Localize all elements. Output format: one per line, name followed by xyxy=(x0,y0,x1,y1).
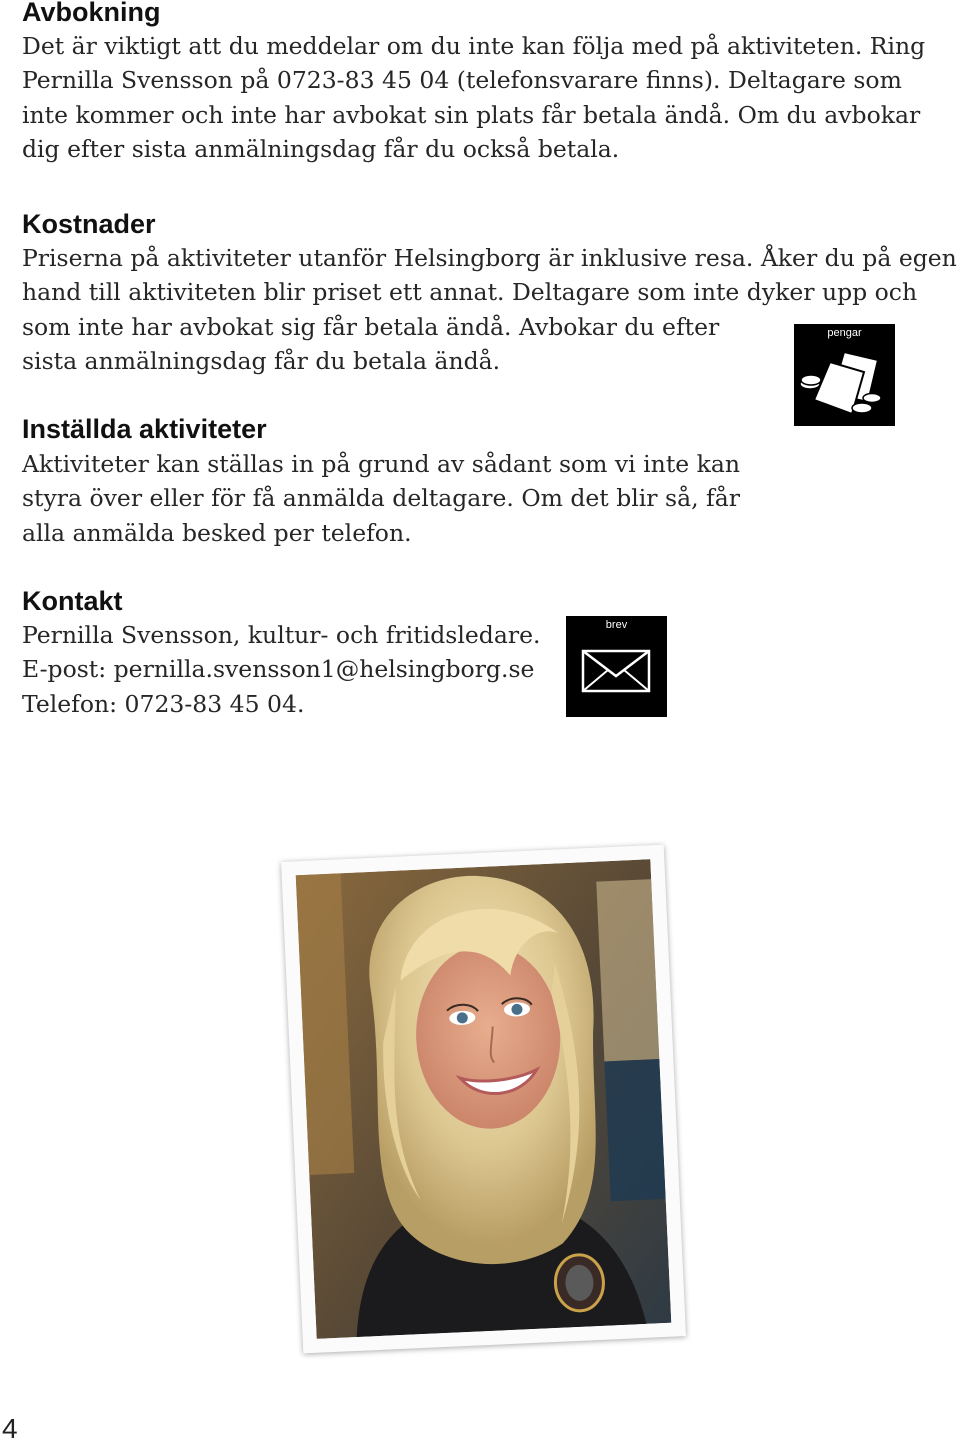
paragraph-line: sista anmälningsdag får du betala ändå. xyxy=(22,347,501,376)
pictogram-letter xyxy=(566,616,667,717)
contact-email: E-post: pernilla.svensson1@helsingborg.se xyxy=(22,655,535,684)
paragraph-line: styra över eller för få anmälda deltagare. Om det blir så, får xyxy=(22,484,740,513)
paragraph-line: som inte har avbokat sig får betala ändå. Avbokar du efter xyxy=(22,312,720,341)
paragraph-line: inte kommer och inte har avbokat sin plats får betala ändå. Om du avbokar xyxy=(22,100,921,129)
paragraph-line: Priserna på aktiviteter utanför Helsingborg är inklusive resa. Åker du på egen xyxy=(22,244,957,272)
pictogram-money xyxy=(794,324,895,426)
paragraph-kontakt xyxy=(22,618,540,721)
money-icon xyxy=(794,324,895,426)
heading-avbokning: Avbokning xyxy=(22,0,161,27)
envelope-icon xyxy=(566,616,667,717)
paragraph-line: dig efter sista anmälningsdag får du också betala. xyxy=(22,135,620,164)
pictogram-money-label: pengar xyxy=(827,327,862,339)
contact-name: Pernilla Svensson, kultur- och fritidsledare. xyxy=(22,621,541,649)
paragraph-installda xyxy=(22,447,740,550)
heading-kontakt: Kontakt xyxy=(22,586,123,616)
paragraph-line: Aktiviteter kan ställas in på grund av sådant som vi inte kan xyxy=(22,450,741,478)
paragraph-avbokning xyxy=(22,29,925,167)
paragraph-line: hand till aktiviteten blir priset ett annat. Deltagare som inte dyker upp och xyxy=(22,278,918,307)
photo-frame xyxy=(281,845,686,1354)
paragraph-line: Det är viktigt att du meddelar om du inte kan följa med på aktiviteten. Ring xyxy=(22,32,926,60)
pictogram-letter-label: brev xyxy=(605,619,628,631)
page-number: 4 xyxy=(2,1413,18,1444)
paragraph-line: alla anmälda besked per telefon. xyxy=(22,518,412,547)
portrait-photo xyxy=(296,859,672,1339)
heading-installda: Inställda aktiviteter xyxy=(22,414,267,444)
heading-kostnader: Kostnader xyxy=(22,209,156,239)
contact-phone: Telefon: 0723-83 45 04. xyxy=(22,689,305,718)
paragraph-line: Pernilla Svensson på 0723-83 45 04 (telefonsvarare finns). Deltagare som xyxy=(22,66,902,95)
